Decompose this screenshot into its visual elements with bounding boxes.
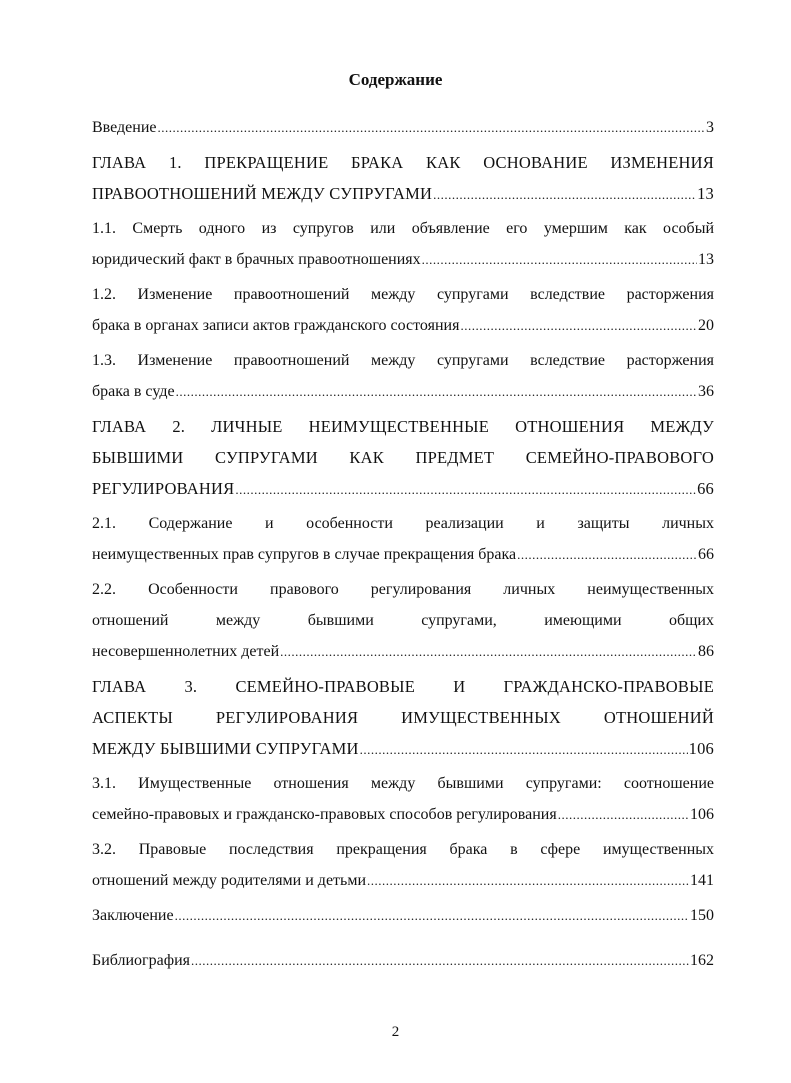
toc-page-number: 106: [688, 739, 714, 758]
toc-entry[interactable]: [92, 411, 714, 504]
dot-leader: [280, 636, 697, 667]
toc-entry-title: Введение: [92, 119, 157, 136]
toc-entry-title: МЕЖДУ БЫВШИМИ СУПРУГАМИ: [92, 739, 359, 758]
toc-entry-last-line: [92, 539, 714, 570]
toc-entry[interactable]: [92, 945, 714, 976]
toc-page-number: 106: [690, 806, 714, 823]
dot-leader: [517, 539, 697, 570]
toc-entry-title: неимущественных прав супругов в случае прекращения брака: [92, 546, 517, 563]
toc-entry-title: Библиография: [92, 952, 190, 969]
toc-entry-title: Заключение: [92, 907, 174, 924]
toc-entry-title: семейно-правовых и гражданско-правовых способов регулирования: [92, 806, 557, 823]
toc-entry-last-line: [92, 945, 714, 976]
toc-page-number: 20: [698, 317, 714, 334]
dot-leader: [558, 799, 689, 830]
toc-entry-line: 1.3. Изменение правоотношений между супругами вследствие расторжения: [92, 352, 714, 369]
dot-leader: [460, 310, 697, 341]
toc-page-number: 66: [697, 479, 714, 498]
dot-leader: [191, 945, 689, 976]
dot-leader: [235, 474, 696, 504]
toc-entry[interactable]: [92, 900, 714, 931]
toc-entry-last-line: [92, 473, 714, 504]
toc-entry-last-line: [92, 178, 714, 209]
toc-entry[interactable]: [92, 345, 714, 407]
toc-page-number: 141: [690, 872, 714, 889]
toc-entry-title: несовершеннолетних детей: [92, 643, 280, 660]
toc-entry[interactable]: [92, 671, 714, 764]
toc-entry[interactable]: [92, 768, 714, 830]
toc-entry[interactable]: [92, 213, 714, 275]
toc-entry[interactable]: [92, 834, 714, 896]
dot-leader: [360, 734, 688, 764]
toc-entry-line: отношений между бывшими супругами, имеющими общих: [92, 612, 714, 629]
toc-entry-title: брака в суде: [92, 383, 175, 400]
toc-entry-line: 2.2. Особенности правового регулирования личных неимущественных: [92, 581, 714, 598]
dot-leader: [422, 244, 697, 275]
toc-entry-line: 2.1. Содержание и особенности реализации и защиты личных: [92, 515, 714, 532]
toc-entry-last-line: [92, 310, 714, 341]
toc-entry-title: отношений между родителями и детьми: [92, 872, 367, 889]
toc-page-number: 150: [690, 907, 714, 924]
toc-entry[interactable]: [92, 279, 714, 341]
toc-entry-line: ГЛАВА 2. ЛИЧНЫЕ НЕИМУЩЕСТВЕННЫЕ ОТНОШЕНИЯ МЕЖДУ: [92, 417, 714, 436]
toc-page-number: 3: [706, 119, 714, 136]
dot-leader: [367, 865, 689, 896]
page-title: Содержание: [348, 70, 443, 89]
toc-entry-line: АСПЕКТЫ РЕГУЛИРОВАНИЯ ИМУЩЕСТВЕННЫХ ОТНОШЕНИЙ: [92, 708, 714, 727]
toc-entry[interactable]: [92, 508, 714, 570]
toc-entry-line: 1.2. Изменение правоотношений между супругами вследствие расторжения: [92, 286, 714, 303]
page-number: 2: [391, 1024, 400, 1040]
toc-page-number: 162: [690, 952, 714, 969]
toc-entry-line: 3.2. Правовые последствия прекращения брака в сфере имущественных: [92, 841, 714, 858]
toc-entry-last-line: [92, 799, 714, 830]
toc-entry[interactable]: [92, 112, 714, 143]
toc-entry-line: ГЛАВА 1. ПРЕКРАЩЕНИЕ БРАКА КАК ОСНОВАНИЕ ИЗМЕНЕНИЯ: [92, 153, 714, 172]
toc-page-number: 36: [698, 383, 714, 400]
toc-entry-title: брака в органах записи актов гражданского состояния: [92, 317, 460, 334]
toc-page-number: 13: [698, 251, 714, 268]
toc-entry-last-line: [92, 865, 714, 896]
dot-leader: [176, 376, 697, 407]
dot-leader: [158, 112, 706, 143]
toc-entry-title: РЕГУЛИРОВАНИЯ: [92, 479, 235, 498]
toc-entry-last-line: [92, 733, 714, 764]
toc-entry[interactable]: [92, 574, 714, 667]
toc-entry-last-line: [92, 636, 714, 667]
toc-entry[interactable]: [92, 147, 714, 209]
toc-page-number: 13: [697, 184, 714, 203]
dot-leader: [433, 179, 696, 209]
toc-entry-line: 1.1. Смерть одного из супругов или объявление его умершим как особый: [92, 220, 714, 237]
toc-entry-line: БЫВШИМИ СУПРУГАМИ КАК ПРЕДМЕТ СЕМЕЙНО-ПРАВОВОГО: [92, 448, 714, 467]
toc-page-number: 66: [698, 546, 714, 563]
toc-entry-title: ПРАВООТНОШЕНИЙ МЕЖДУ СУПРУГАМИ: [92, 184, 433, 203]
dot-leader: [175, 900, 689, 931]
toc-page-number: 86: [698, 643, 714, 660]
toc-entry-last-line: [92, 900, 714, 931]
toc-entry-line: 3.1. Имущественные отношения между бывшими супругами: соотношение: [92, 775, 714, 792]
toc-entry-last-line: [92, 244, 714, 275]
table-of-contents: [92, 112, 714, 976]
toc-entry-title: юридический факт в брачных правоотношениях: [92, 251, 421, 268]
toc-entry-line: ГЛАВА 3. СЕМЕЙНО-ПРАВОВЫЕ И ГРАЖДАНСКО-ПРАВОВЫЕ: [92, 677, 714, 696]
toc-entry-last-line: [92, 112, 714, 143]
toc-entry-last-line: [92, 376, 714, 407]
